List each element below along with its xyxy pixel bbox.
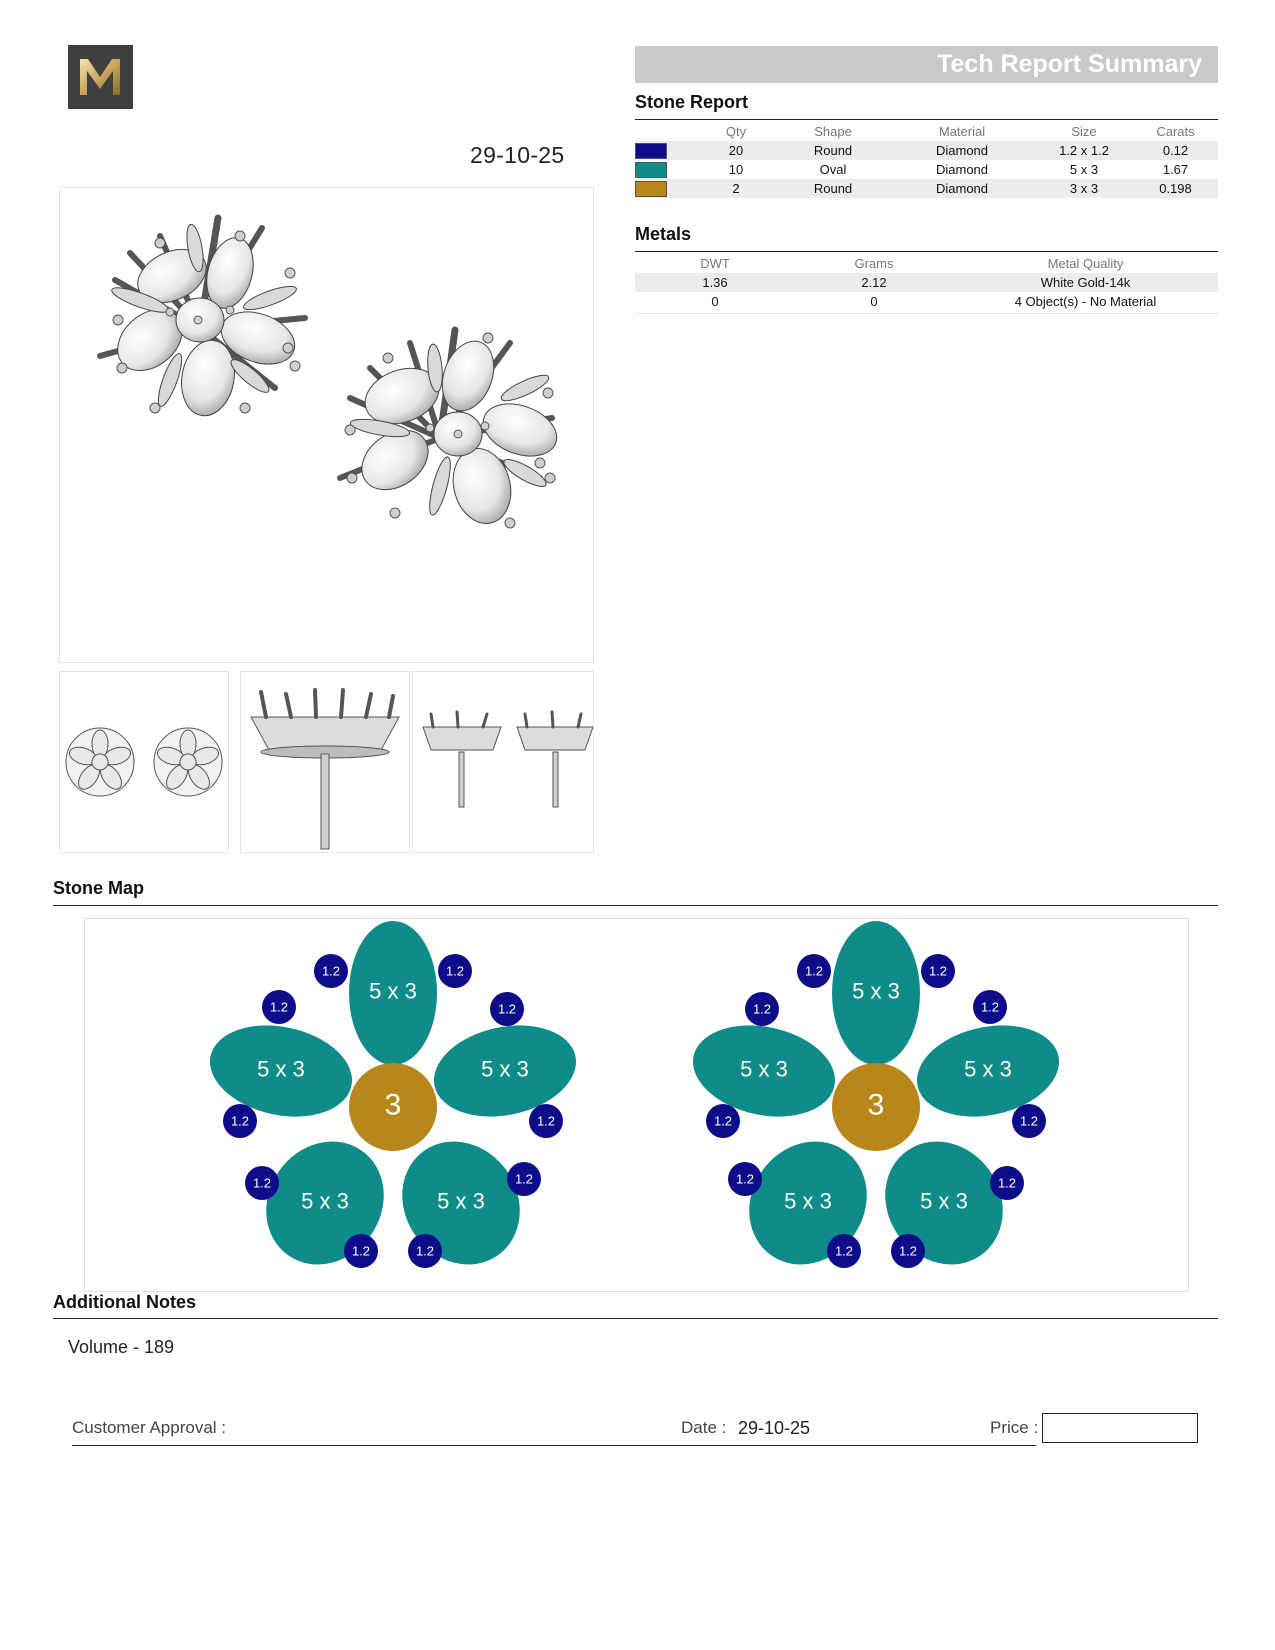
column-header-metal-quality: Metal Quality (1047, 256, 1124, 271)
metal-grams: 0 (870, 294, 878, 309)
price-label: Price : (990, 1418, 1039, 1437)
column-header-qty: Qty (725, 124, 747, 139)
small-stone-label: 1.2 (445, 963, 465, 979)
metals-rule (635, 251, 1218, 252)
stone-row (635, 179, 1218, 198)
metals-heading: Metals (635, 224, 692, 244)
oval-stone-label: 5 x 3 (301, 1188, 349, 1214)
metals-table-end-rule (635, 313, 1218, 314)
summary-title-bar (635, 46, 1218, 83)
stone-row (635, 141, 1218, 160)
earring-render-right (340, 330, 564, 530)
thumbnail-front-view-illustration (413, 672, 593, 852)
column-header-size: Size (1071, 124, 1097, 139)
small-stone-label: 1.2 (713, 1113, 733, 1129)
oval-stone-label: 5 x 3 (481, 1056, 529, 1082)
stone-qty: 10 (728, 162, 744, 177)
small-stone-label: 1.2 (351, 1243, 371, 1259)
stone-color-swatch-cell (635, 179, 695, 198)
metal-dwt: 1.36 (635, 273, 795, 292)
stone-carats: 1.67 (1162, 162, 1189, 177)
stone-color-swatch (635, 181, 667, 197)
stone-material: Diamond (935, 162, 989, 177)
thumbnail-front-view (412, 671, 594, 853)
small-stone-label: 1.2 (230, 1113, 250, 1129)
small-stone-label: 1.2 (252, 1175, 272, 1191)
earrings-main-render (59, 187, 594, 663)
approval-date-value: 29-10-25 (738, 1418, 811, 1438)
metal-dwt: 0 (711, 294, 719, 309)
center-stone-label: 3 (384, 1088, 402, 1122)
earrings-render-illustration (60, 188, 593, 662)
small-stone-label: 1.2 (980, 999, 1000, 1015)
small-stone-label: 1.2 (514, 1171, 534, 1187)
oval-stone-label: 5 x 3 (257, 1056, 305, 1082)
column-header-material: Material (938, 124, 986, 139)
small-stone-label: 1.2 (898, 1243, 918, 1259)
document-date: 29-10-25 (470, 142, 565, 168)
thumbnail-side-view-illustration (241, 672, 409, 852)
thumbnail-top-view-illustration (60, 672, 228, 852)
small-stone-label: 1.2 (269, 999, 289, 1015)
stone-size: 3 x 3 (1035, 179, 1133, 198)
small-stone-label: 1.2 (735, 1171, 755, 1187)
small-stone-label: 1.2 (804, 963, 824, 979)
stone-map-heading: Stone Map (53, 878, 145, 898)
stone-color-swatch-cell (635, 141, 695, 160)
metals-table (635, 254, 1218, 311)
oval-stone-label: 5 x 3 (920, 1188, 968, 1214)
stone-shape: Round (777, 179, 889, 198)
oval-stone-label: 5 x 3 (852, 978, 900, 1004)
swatch-column-header (635, 122, 695, 141)
stone-map-panel (84, 918, 1189, 1292)
stone-report-heading: Stone Report (635, 92, 749, 112)
column-header-shape: Shape (814, 124, 852, 139)
small-stone-label: 1.2 (928, 963, 948, 979)
stone-map-diagram (85, 919, 1188, 1291)
company-logo (68, 45, 133, 109)
summary-title: Tech Report Summary (937, 50, 1202, 78)
oval-stone-label: 5 x 3 (784, 1188, 832, 1214)
thumbnail-top-view (59, 671, 229, 853)
stone-report-header-row (635, 122, 1218, 141)
small-stone-label: 1.2 (415, 1243, 435, 1259)
metal-row (635, 292, 1218, 311)
metal-row (635, 273, 1218, 292)
small-stone-label: 1.2 (321, 963, 341, 979)
stone-row (635, 160, 1218, 179)
column-header-dwt: DWT (700, 256, 730, 271)
stone-material: Diamond (889, 141, 1035, 160)
stone-report-table (635, 122, 1218, 198)
stone-color-swatch-cell (635, 160, 695, 179)
oval-stone-label: 5 x 3 (740, 1056, 788, 1082)
metal-quality: 4 Object(s) - No Material (1014, 294, 1157, 309)
stone-shape: Oval (819, 162, 847, 177)
additional-notes-heading: Additional Notes (53, 1292, 196, 1312)
oval-stone-label: 5 x 3 (964, 1056, 1012, 1082)
small-stone-label: 1.2 (752, 1001, 772, 1017)
small-stone-label: 1.2 (497, 1001, 517, 1017)
thumbnail-side-view (240, 671, 410, 853)
stone-size: 5 x 3 (1069, 162, 1099, 177)
stone-qty: 20 (695, 141, 777, 160)
small-stone-label: 1.2 (1019, 1113, 1039, 1129)
small-stone-label: 1.2 (834, 1243, 854, 1259)
approval-signature-line (72, 1445, 1036, 1446)
additional-notes-rule (53, 1318, 1218, 1319)
center-stone-label: 3 (867, 1088, 885, 1122)
approval-date-label: Date : (681, 1418, 727, 1437)
stone-carats: 0.12 (1133, 141, 1218, 160)
metal-quality: White Gold-14k (953, 273, 1218, 292)
stone-size: 1.2 x 1.2 (1035, 141, 1133, 160)
stone-shape: Round (777, 141, 889, 160)
price-input-box[interactable] (1042, 1413, 1198, 1443)
stone-material: Diamond (889, 179, 1035, 198)
customer-approval-label: Customer Approval : (72, 1418, 227, 1437)
stone-qty: 2 (695, 179, 777, 198)
oval-stone-label: 5 x 3 (369, 978, 417, 1004)
small-stone-label: 1.2 (997, 1175, 1017, 1191)
small-stone-label: 1.2 (536, 1113, 556, 1129)
column-header-grams: Grams (854, 256, 894, 271)
metal-grams: 2.12 (795, 273, 953, 292)
column-header-carats: Carats (1156, 124, 1195, 139)
earring-render-left (100, 218, 305, 420)
stone-map-rule (53, 905, 1218, 906)
stone-carats: 0.198 (1133, 179, 1218, 198)
oval-stone-label: 5 x 3 (437, 1188, 485, 1214)
stone-color-swatch (635, 162, 667, 178)
stone-report-rule (635, 119, 1218, 120)
notes-text: Volume - 189 (68, 1337, 175, 1357)
metals-header-row (635, 254, 1218, 273)
stone-color-swatch (635, 143, 667, 159)
